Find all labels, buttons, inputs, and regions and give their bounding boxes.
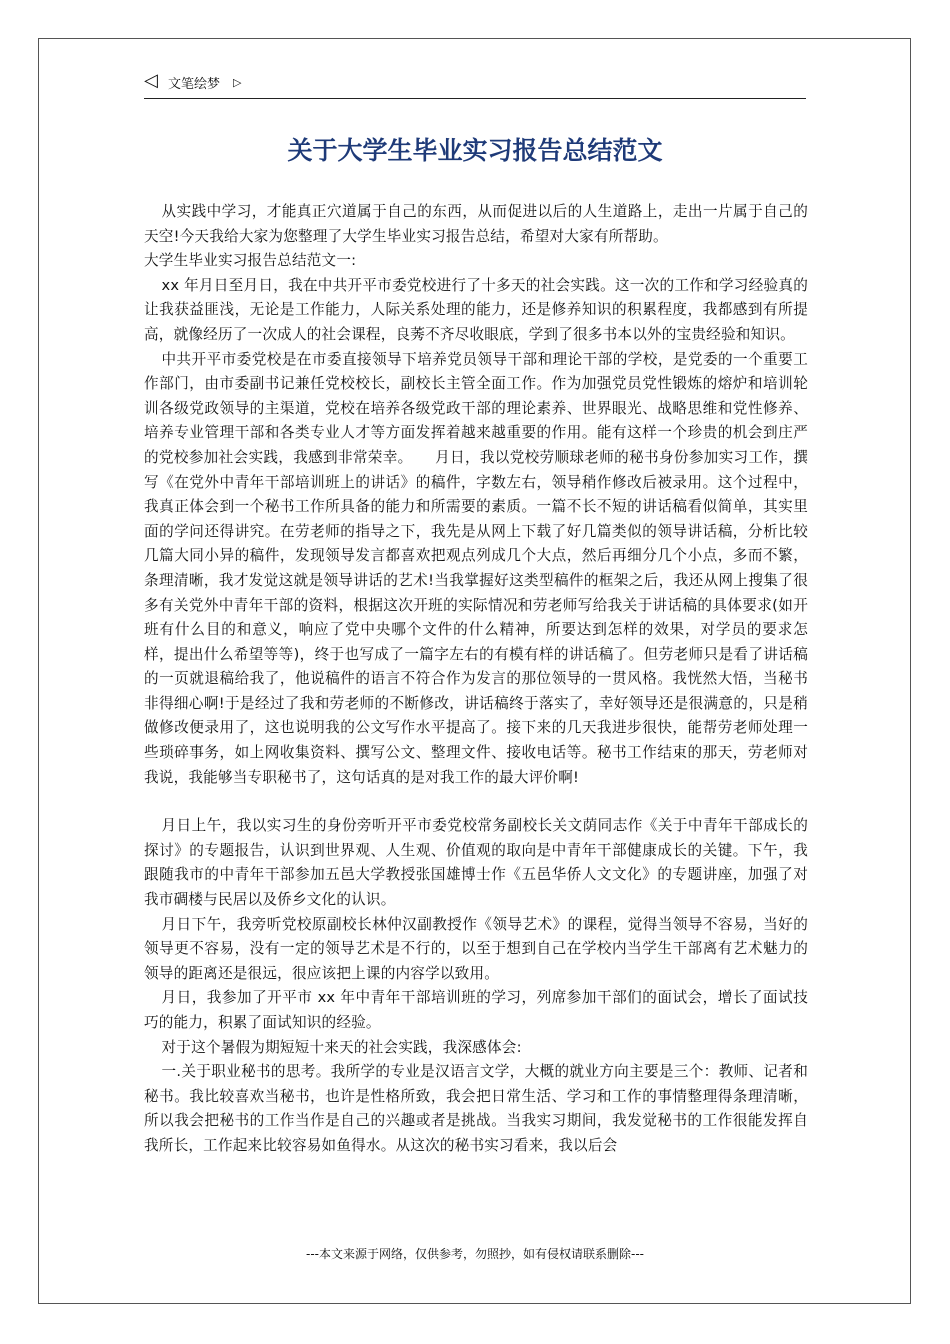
brand-label: 文笔绘梦	[168, 77, 221, 92]
document-body	[144, 200, 808, 1159]
paragraph: 月日上午，我以实习生的身份旁听开平市委党校常务副校长关文荫同志作《关于中青年干部成长的探讨》的专题报告，认识到世界观、人生观、价值观的取向是中青年干部健康成长的关键。下午，我跟随我市的中青年干部参加五邑大学教授张国雄博士作《五邑华侨人文文化》的专题讲座，加强了对我市碉楼与民居以及侨乡文化的认识。	[144, 817, 808, 909]
page-footer-note: ---本文来源于网络，仅供参考，勿照抄，如有侵权请联系删除---	[306, 1247, 644, 1261]
paragraph: 一.关于职业秘书的思考。我所学的专业是汉语言文学，大概的就业方向主要是三个：教师、记者和秘书。我比较喜欢当秘书，也许是性格所致，我会把日常生活、学习和工作的事情整理得条理清晰，所以我会把秘书的工作当作是自己的兴趣或者是挑战。当我实习期间，我发觉秘书的工作很能发挥自我所长，工作起来比较容易如鱼得水。从这次的秘书实习看来，我以后会	[144, 1063, 808, 1154]
paragraph-intro: 从实践中学习，才能真正穴道属于自己的东西，从而促进以后的人生道路上，走出一片属于自己的天空!今天我给大家为您整理了大学生毕业实习报告总结，希望对大家有所帮助。	[144, 203, 808, 245]
page-header	[144, 72, 806, 99]
paragraph: 月日，我参加了开平市 xx 年中青年干部培训班的学习，列席参加干部们的面试会，增长了面试技巧的能力，积累了面试知识的经验。	[144, 989, 808, 1031]
paragraph: 对于这个暑假为期短短十来天的社会实践，我深感体会:	[161, 1038, 522, 1056]
triangle-left-icon: ◁	[144, 70, 158, 91]
document-title: 关于大学生毕业实习报告总结范文	[287, 136, 663, 165]
section-heading: 大学生毕业实习报告总结范文一:	[144, 252, 357, 270]
paragraph: xx 年月日至月日，我在中共开平市委党校进行了十多天的社会实践。这一次的工作和学习经验真的让我获益匪浅，无论是工作能力，人际关系处理的能力，还是修养知识的积累程度，我都感到有所提高，就像经历了一次成人的社会课程，良莠不齐尽收眼底，学到了很多书本以外的宝贵经验和知识。	[144, 276, 808, 343]
paragraph: 中共开平市委党校是在市委直接领导下培养党员领导干部和理论干部的学校，是党委的一个重要工作部门，由市委副书记兼任党校校长，副校长主管全面工作。作为加强党员党性锻炼的熔炉和培训轮训各级党政领导的主渠道，党校在培养各级党政干部的理论素养、世界眼光、战略思维和党性修养、培养专业管理干部和各类专业人才等方面发挥着越来越重要的作用。能有这样一个珍贵的机会到庄严的党校参加社会实践，我感到非常荣幸。 月日，我以党校劳顺球老师的秘书身份参加实习工作，撰写《在党外中青年干部培训班上的讲话》的稿件，字数左右，领导稍作修改后被录用。这个过程中，我真正体会到一个秘书工作所具备的能力和所需要的素质。一篇不长不短的讲话稿看似简单，其实里面的学问还得讲究。在劳老师的指导之下，我先是从网上下载了好几篇类似的领导讲话稿，分析比较几篇大同小异的稿件，发现领导发言都喜欢把观点列成几个大点，然后再细分几个小点，多而不繁，条理清晰，我才发觉这就是领导讲话的艺术!当我掌握好这类型稿件的框架之后，我还从网上搜集了很多有关党外中青年干部的资料，根据这次开班的实际情况和劳老师写给我关于讲话稿的具体要求(如开班有什么目的和意义，响应了党中央哪个文件的什么精神，所要达到怎样的效果，对学员的要求怎样，提出什么希望等等)，终于也写成了一篇字左右的有模有样的讲话稿了。但劳老师只是看了讲话稿的一页就退稿给我了，他说稿件的语言不符合作为发言的那位领导的一贯风格。我恍然大悟，当秘书非得细心啊!于是经过了我和劳老师的不断修改，讲话稿终于落实了，幸好领导还是很满意的，只是稍做修改便录用了，这也说明我的公文写作水平提高了。接下来的几天我进步很快，能帮劳老师处理一些琐碎事务，如上网收集资料、撰写公文、整理文件、接收电话等。秘书工作结束的那天，劳老师对我说，我能够当专职秘书了，这句话真的是对我工作的最大评价啊!	[144, 350, 808, 786]
paragraph: 月日下午，我旁听党校原副校长林仲汉副教授作《领导艺术》的课程，觉得当领导不容易，当好的领导更不容易，没有一定的领导艺术是不行的，以至于想到自己在学校内当学生干部离有艺术魅力的领导的距离还是很远，很应该把上课的内容学以致用。	[144, 915, 808, 982]
blank-line	[144, 790, 808, 814]
triangle-right-icon: ▷	[233, 76, 242, 89]
